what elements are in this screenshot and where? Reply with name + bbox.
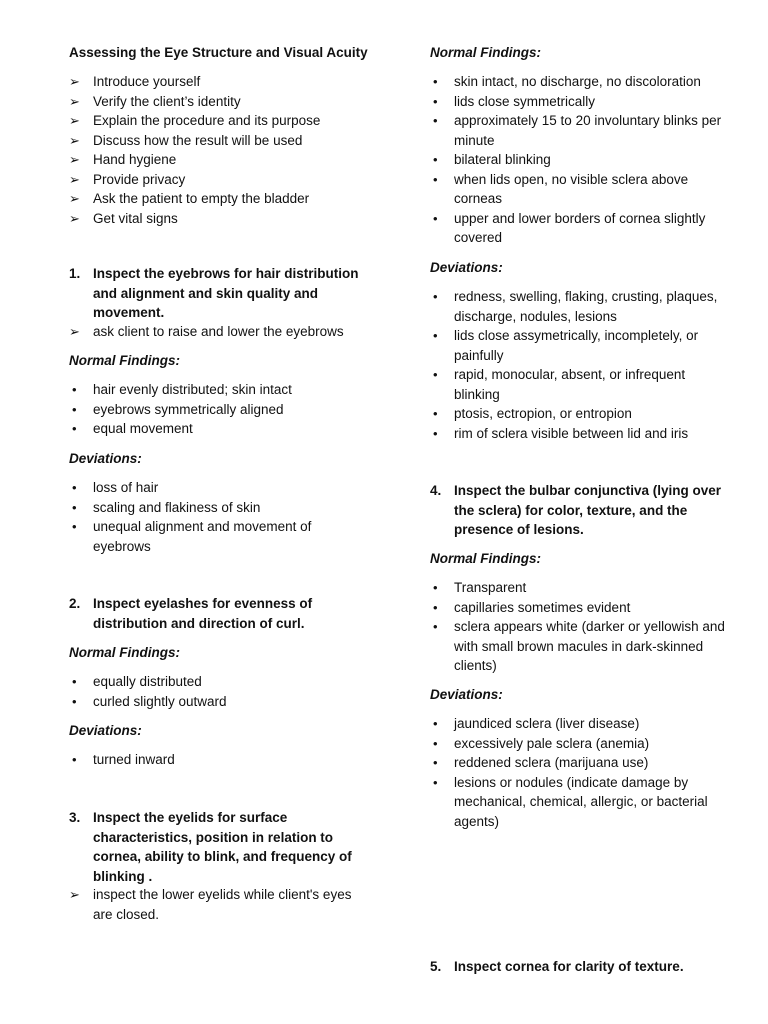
step-text: Inspect the bulbar conjunctiva (lying over the sclera) for color, texture, and the presence of lesions.: [454, 483, 722, 537]
list-item: • turned inward: [69, 750, 369, 770]
step-text: Inspect the eyebrows for hair distribution and alignment and skin quality and movement.: [93, 266, 359, 320]
step-4-heading: [430, 481, 730, 540]
list-item: • lids close symmetrically: [430, 92, 730, 112]
list-item: • eyebrows symmetrically aligned: [69, 400, 369, 420]
deviations-list: [430, 714, 730, 831]
list-item: ➢ Verify the client’s identity: [69, 92, 369, 112]
bullet-icon: •: [433, 755, 438, 770]
bullet-icon: •: [433, 735, 438, 751]
deviations-list: [69, 478, 369, 556]
deviations-label: Deviations:: [430, 260, 503, 275]
list-item: • rapid, monocular, absent, or infrequent blinking: [433, 367, 686, 402]
deviations-list: [69, 750, 369, 770]
step-1-sub-list: [69, 322, 369, 342]
list-item: ➢ Introduce yourself: [69, 72, 369, 92]
bullet-icon: •: [72, 693, 77, 709]
arrow-bullet-icon: ➢: [69, 324, 80, 339]
intro-steps-list: [69, 72, 369, 228]
bullet-icon: •: [433, 619, 438, 634]
bullet-icon: •: [72, 674, 77, 689]
arrow-bullet-icon: ➢: [69, 113, 80, 128]
bullet-icon: •: [433, 210, 438, 226]
document-title: Assessing the Eye Structure and Visual Acuity: [69, 45, 368, 60]
list-item: • unequal alignment and movement of eyebrows: [72, 519, 312, 554]
list-item: • lesions or nodules (indicate damage by mechanical, chemical, allergic, or bacterial agents): [433, 774, 708, 829]
bullet-icon: •: [72, 752, 77, 767]
bullet-icon: •: [433, 93, 438, 109]
list-item: • lids close assymetrically, incompletely, or painfully: [433, 328, 699, 363]
bullet-icon: •: [433, 774, 438, 790]
list-item: • Transparent: [430, 578, 730, 598]
list-item: ➢ Explain the procedure and its purpose: [69, 111, 369, 131]
list-item: • ptosis, ectropion, or entropion: [430, 404, 730, 424]
bullet-icon: •: [72, 421, 77, 436]
list-item: ➢ ask client to raise and lower the eyebrows: [69, 322, 369, 342]
step-number: 2.: [69, 596, 81, 611]
normal-findings-list: [430, 72, 730, 248]
step-5-heading: [430, 957, 730, 977]
normal-findings-label: Normal Findings:: [430, 551, 541, 566]
list-item: ➢ Provide privacy: [69, 170, 369, 190]
list-item: • hair evenly distributed; skin intact: [69, 380, 369, 400]
list-item: • curled slightly outward: [69, 692, 369, 712]
bullet-icon: •: [72, 499, 77, 515]
bullet-icon: •: [433, 74, 438, 89]
normal-findings-label: Normal Findings:: [69, 353, 180, 368]
list-item: ➢ inspect the lower eyelids while client's eyes are closed.: [69, 887, 352, 922]
list-item: ➢ Hand hygiene: [69, 150, 369, 170]
list-item: • upper and lower borders of cornea slightly covered: [433, 210, 706, 245]
list-item: ➢ Ask the patient to empty the bladder: [69, 189, 369, 209]
step-text: Inspect eyelashes for evenness of distribution and direction of curl.: [93, 596, 313, 631]
step-2-heading: [69, 594, 369, 633]
step-3-heading: [69, 808, 369, 886]
list-item: • excessively pale sclera (anemia): [430, 734, 730, 754]
list-item: • scaling and flakiness of skin: [69, 498, 369, 518]
list-item: • loss of hair: [69, 478, 369, 498]
normal-findings-list: [69, 672, 369, 711]
list-item: • rim of sclera visible between lid and iris: [430, 424, 730, 444]
list-item: • redness, swelling, flaking, crusting, plaques, discharge, nodules, lesions: [433, 289, 718, 324]
arrow-bullet-icon: ➢: [69, 887, 80, 902]
list-item: • reddened sclera (marijuana use): [430, 753, 730, 773]
normal-findings-label: Normal Findings:: [69, 645, 180, 660]
bullet-icon: •: [72, 480, 77, 495]
bullet-icon: •: [433, 599, 438, 615]
step-text: Inspect the eyelids for surface characteristics, position in relation to cornea, ability to blink, and frequency of blinking .: [93, 810, 352, 884]
bullet-icon: •: [72, 401, 77, 417]
bullet-icon: •: [72, 519, 77, 534]
arrow-bullet-icon: ➢: [69, 93, 80, 109]
bullet-icon: •: [433, 171, 438, 187]
step-number: 5.: [430, 959, 442, 974]
normal-findings-list: [69, 380, 369, 439]
step-1-heading: [69, 264, 369, 323]
deviations-label: Deviations:: [69, 723, 142, 738]
normal-findings-list: [430, 578, 730, 676]
list-item: • when lids open, no visible sclera above corneas: [433, 171, 689, 206]
deviations-label: Deviations:: [430, 687, 503, 702]
normal-findings-label: Normal Findings:: [430, 45, 541, 60]
arrow-bullet-icon: ➢: [69, 152, 80, 167]
step-number: 1.: [69, 266, 81, 281]
list-item: • equal movement: [69, 419, 369, 439]
list-item: • jaundiced sclera (liver disease): [430, 714, 730, 734]
step-number: 3.: [69, 810, 81, 825]
list-item: • capillaries sometimes evident: [430, 598, 730, 618]
bullet-icon: •: [433, 406, 438, 421]
list-item: • sclera appears white (darker or yellowish and with small brown macules in dark-skinned clients): [433, 619, 725, 673]
bullet-icon: •: [433, 113, 438, 128]
bullet-icon: •: [433, 152, 438, 167]
arrow-bullet-icon: ➢: [69, 74, 80, 89]
list-item: • skin intact, no discharge, no discoloration: [430, 72, 730, 92]
bullet-icon: •: [72, 382, 77, 397]
deviations-list: [430, 287, 730, 443]
bullet-icon: •: [433, 716, 438, 731]
bullet-icon: •: [433, 367, 438, 382]
bullet-icon: •: [433, 328, 438, 343]
step-3-sub-list: [69, 885, 369, 924]
list-item: • approximately 15 to 20 involuntary blinks per minute: [433, 113, 722, 148]
arrow-bullet-icon: ➢: [69, 191, 80, 206]
bullet-icon: •: [433, 580, 438, 595]
deviations-label: Deviations:: [69, 451, 142, 466]
bullet-icon: •: [433, 289, 438, 304]
arrow-bullet-icon: ➢: [69, 210, 80, 226]
step-number: 4.: [430, 483, 442, 498]
list-item: ➢ Discuss how the result will be used: [69, 131, 369, 151]
arrow-bullet-icon: ➢: [69, 171, 80, 187]
list-item: • equally distributed: [69, 672, 369, 692]
list-item: • bilateral blinking: [430, 150, 730, 170]
bullet-icon: •: [433, 425, 438, 441]
arrow-bullet-icon: ➢: [69, 132, 80, 148]
step-text: Inspect cornea for clarity of texture.: [454, 959, 684, 974]
list-item: ➢ Get vital signs: [69, 209, 369, 229]
